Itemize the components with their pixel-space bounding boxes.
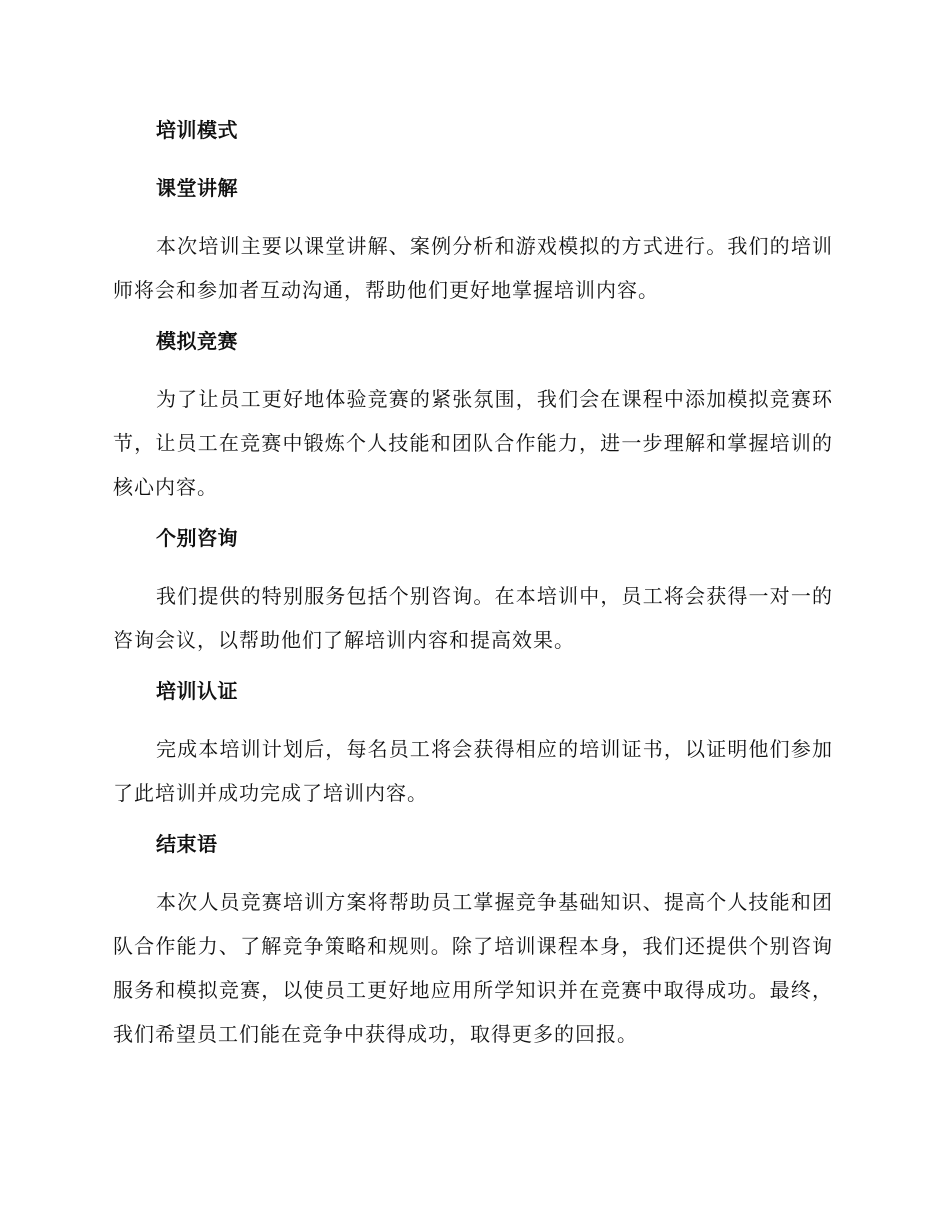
- section-heading-training-certification: 培训认证: [156, 679, 238, 703]
- paragraph-conclusion: 本次人员竞赛培训方案将帮助员工掌握竞争基础知识、提高个人技能和团队合作能力、了解竞争策略和规则。除了培训课程本身，我们还提供个别咨询服务和模拟竞赛，以使员工更好地应用所学知识并在竞赛中取得成功。最终，我们希望员工们能在竞争中获得成功，取得更多的回报。: [113, 890, 833, 1046]
- document-body: [113, 108, 833, 1063]
- section-heading-training-mode: 培训模式: [156, 118, 238, 142]
- paragraph-simulated-competition: 为了让员工更好地体验竞赛的紧张氛围，我们会在课程中添加模拟竞赛环节，让员工在竞赛中锻炼个人技能和团队合作能力，进一步理解和掌握培训的核心内容。: [113, 387, 833, 499]
- section-heading-conclusion: 结束语: [156, 832, 218, 856]
- paragraph-classroom-lecture: 本次培训主要以课堂讲解、案例分析和游戏模拟的方式进行。我们的培训师将会和参加者互动沟通，帮助他们更好地掌握培训内容。: [113, 234, 833, 302]
- paragraph-individual-consulting: 我们提供的特别服务包括个别咨询。在本培训中，员工将会获得一对一的咨询会议，以帮助他们了解培训内容和提高效果。: [113, 584, 833, 652]
- section-heading-individual-consulting: 个别咨询: [156, 526, 238, 550]
- section-heading-classroom-lecture: 课堂讲解: [156, 176, 238, 200]
- paragraph-training-certification: 完成本培训计划后，每名员工将会获得相应的培训证书，以证明他们参加了此培训并成功完成了培训内容。: [113, 737, 833, 805]
- section-heading-simulated-competition: 模拟竞赛: [156, 329, 238, 353]
